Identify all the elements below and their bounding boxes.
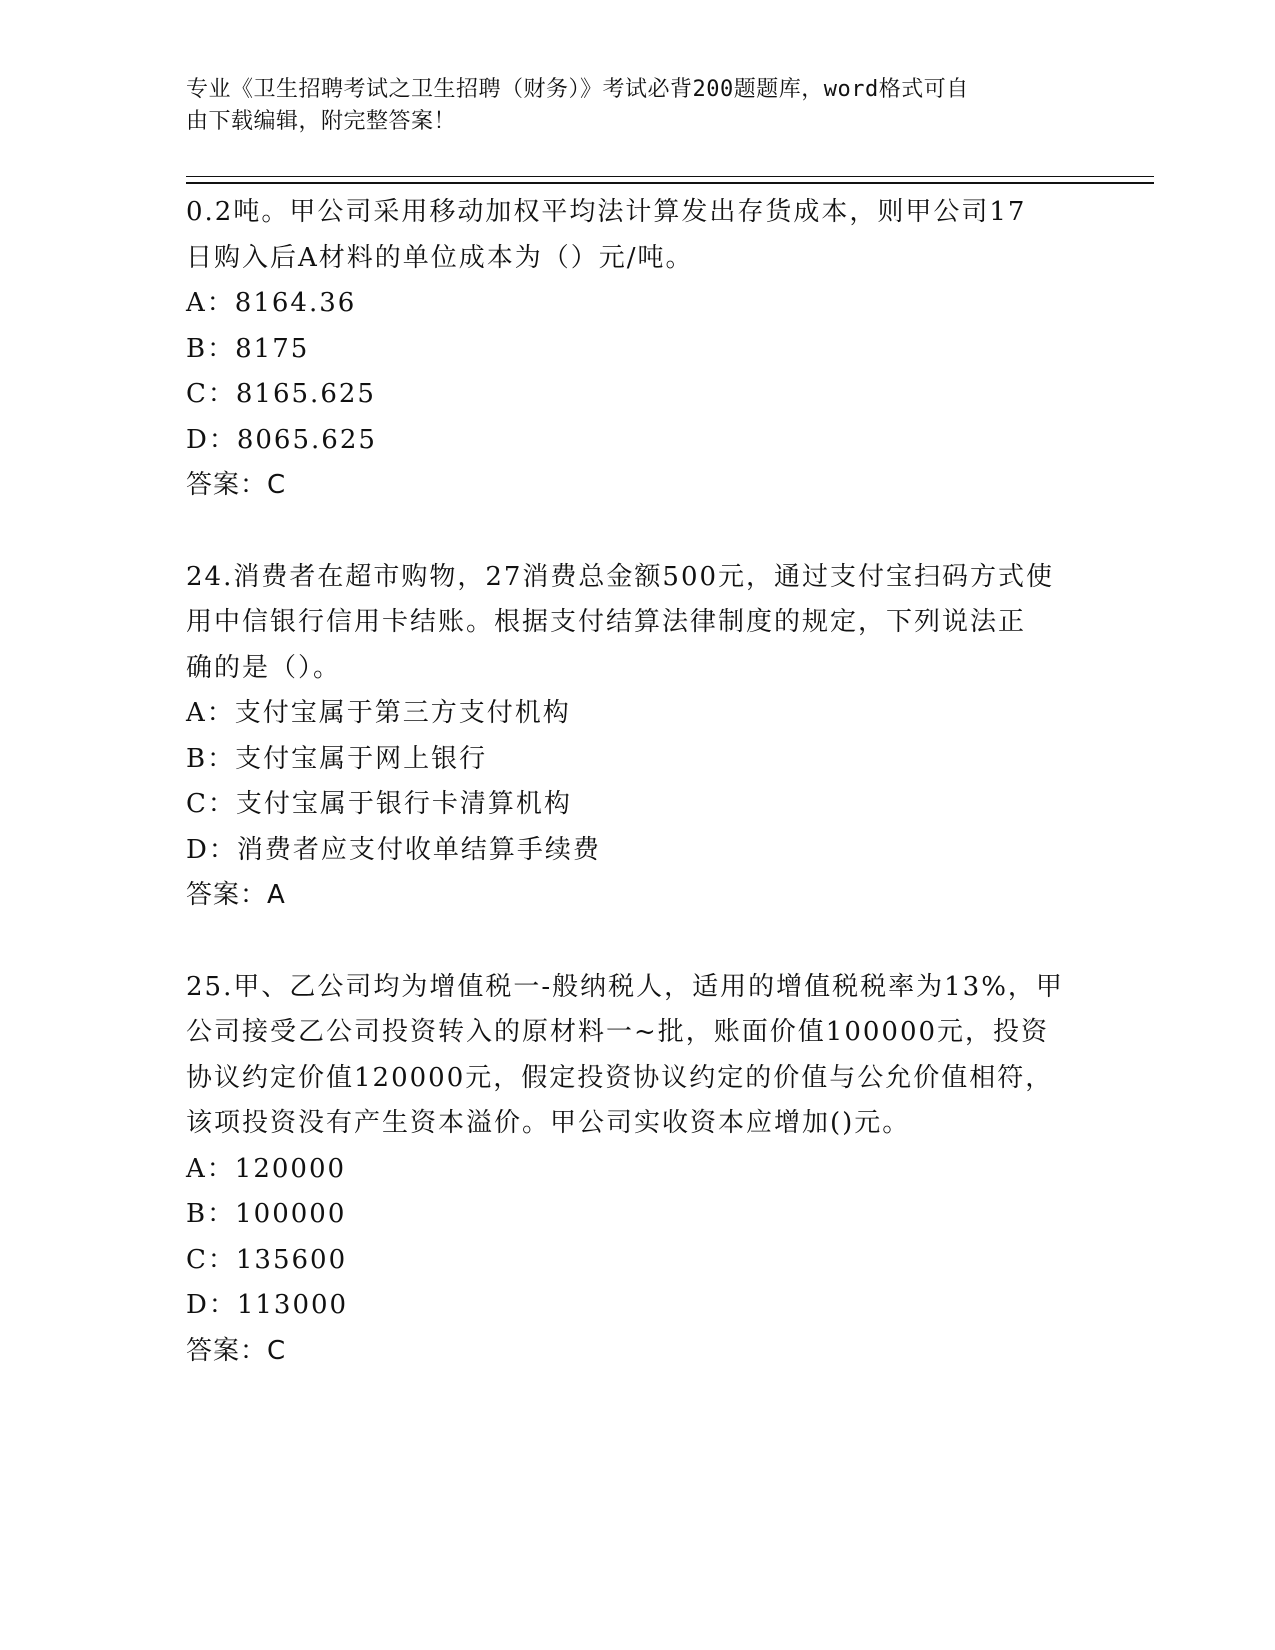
answer-line: 答案：A	[186, 880, 286, 910]
header-line: 由下载编辑，附完整答案！	[186, 109, 457, 134]
option-b: B：8175	[186, 333, 310, 364]
question-spacer	[186, 919, 1086, 965]
header-divider	[186, 176, 1154, 184]
question-text-line: 该项投资没有产生资本溢价。甲公司实收资本应增加()元。	[186, 1108, 911, 1138]
question-text-line: 24.消费者在超市购物，27消费总金额500元，通过支付宝扫码方式使	[186, 561, 1055, 592]
question-list	[186, 190, 1086, 1374]
option-d: D：消费者应支付收单结算手续费	[186, 834, 601, 865]
answer-line: 答案：C	[186, 1335, 287, 1366]
option-c: C：支付宝属于银行卡清算机构	[186, 789, 572, 819]
question-text-line: 协议约定价值120000元，假定投资协议约定的价值与公允价值相符，	[186, 1062, 1054, 1093]
question-text-line: 公司接受乙公司投资转入的原材料一~批，账面价值100000元，投资	[186, 1017, 1050, 1047]
document-header	[186, 74, 1066, 138]
header-line: 专业《卫生招聘考试之卫生招聘（财务）》考试必背200题题库，word格式可自	[186, 77, 969, 102]
question-text-line: 确的是（）。	[186, 652, 342, 683]
question-text-line: 日购入后A材料的单位成本为（）元/吨。	[186, 242, 694, 273]
question-spacer	[186, 509, 1086, 555]
option-a: A：支付宝属于第三方支付机构	[186, 698, 571, 728]
option-a: A：120000	[186, 1153, 347, 1184]
answer-line: 答案：C	[186, 470, 287, 500]
option-c: C：135600	[186, 1244, 348, 1275]
question-text-line: 0.2吨。甲公司采用移动加权平均法计算发出存货成本，则甲公司17	[186, 197, 1027, 227]
question-24	[186, 555, 1086, 919]
option-b: B：支付宝属于网上银行	[186, 743, 488, 774]
option-d: D：113000	[186, 1290, 349, 1320]
option-b: B：100000	[186, 1199, 347, 1229]
question-text-line: 25.甲、乙公司均为增值税一-般纳税人，适用的增值税税率为13%，甲	[186, 971, 1064, 1002]
option-c: C：8165.625	[186, 379, 376, 409]
question-text-line: 用中信银行信用卡结账。根据支付结算法律制度的规定，下列说法正	[186, 607, 1027, 637]
option-a: A：8164.36	[186, 288, 357, 318]
option-d: D：8065.625	[186, 424, 377, 455]
question-partial	[186, 190, 1086, 509]
question-25	[186, 965, 1086, 1375]
